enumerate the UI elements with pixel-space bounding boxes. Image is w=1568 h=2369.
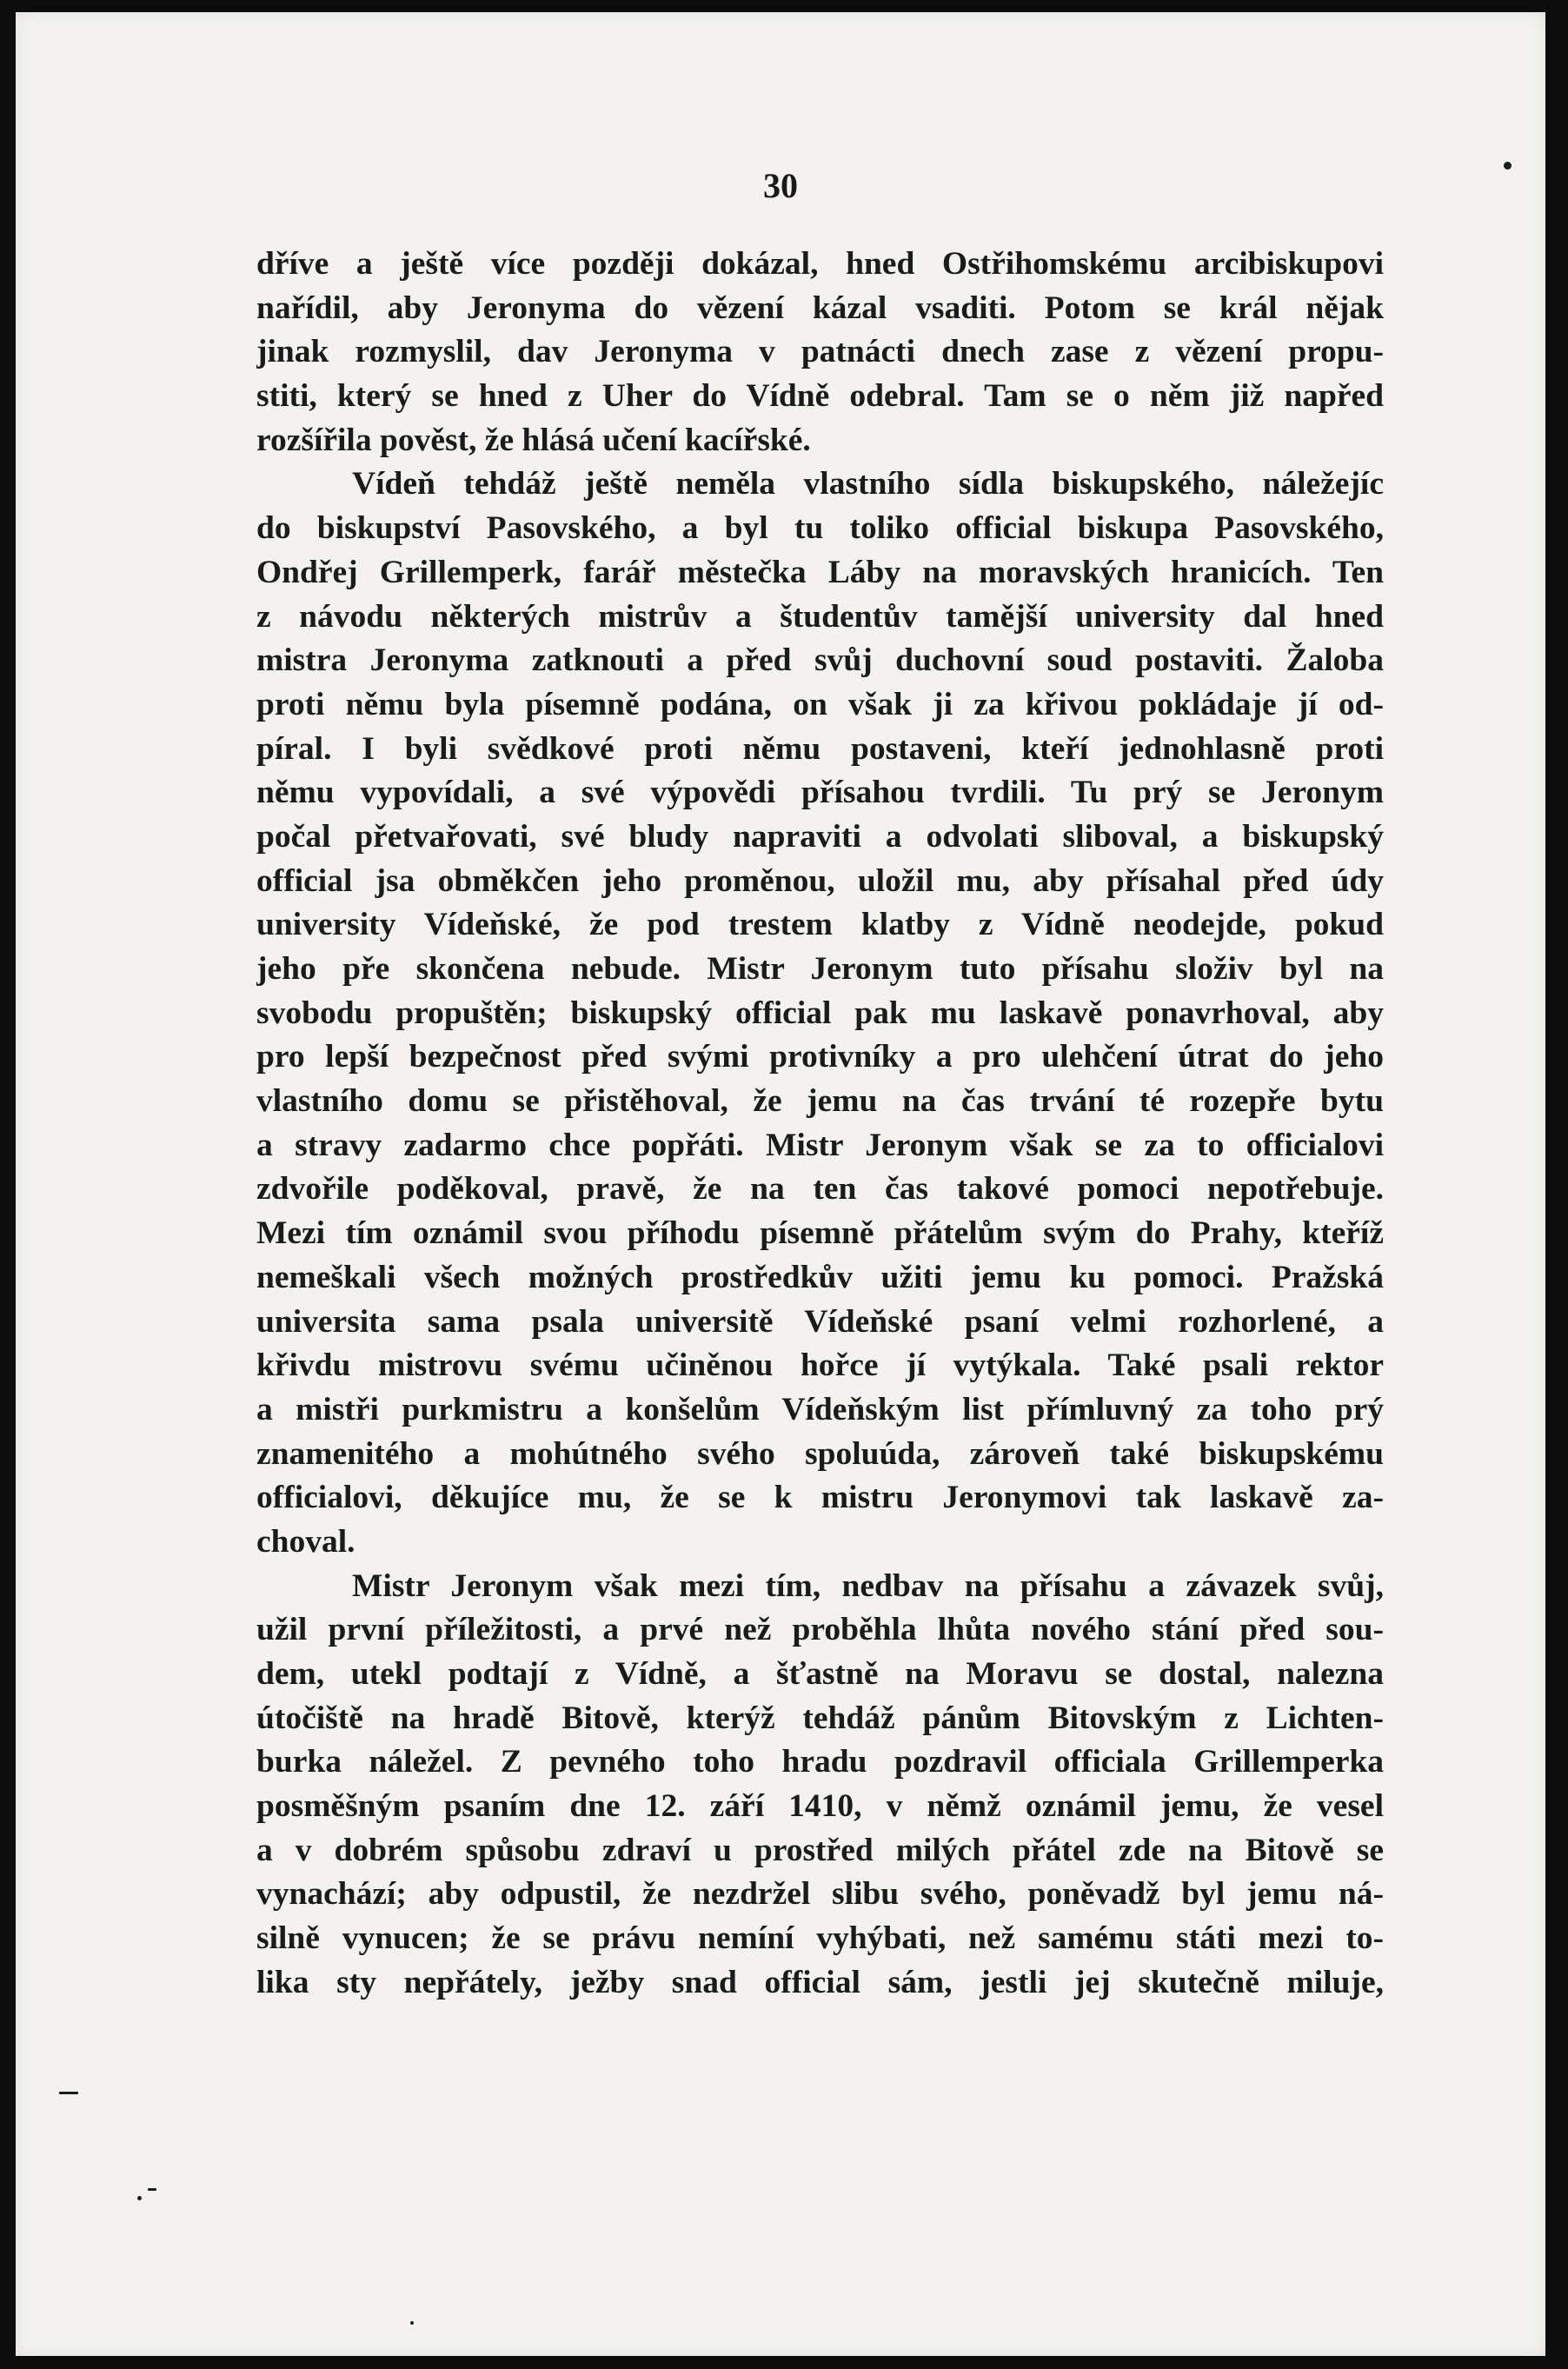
text-line: officialovi, děkujíce mu, že se k mistru Jeronymovi tak laskavě za- — [256, 1480, 1384, 1516]
scan-speck — [137, 2196, 142, 2200]
text-line: Ondřej Grillemperk, farář městečka Láby na moravských hranicích. Ten — [256, 554, 1384, 590]
text-line: svobodu propuštěn; biskupský official pak mu laskavě ponavrhoval, aby — [256, 995, 1384, 1031]
text-line: pro lepší bezpečnost před svými protivníky a pro ulehčení útrat do jeho — [256, 1039, 1384, 1075]
text-line: dříve a ještě více později dokázal, hned Ostřihomskému arcibiskupovi — [256, 246, 1384, 282]
text-line: Mezi tím oznámil svou příhodu písemně přátelům svým do Prahy, kteříž — [256, 1215, 1384, 1252]
text-line: universita sama psala universitě Vídeňské psaní velmi rozhorlené, a — [256, 1303, 1384, 1340]
scan-speck — [1504, 162, 1512, 170]
scan-speck — [410, 2321, 414, 2325]
text-line: dem, utekl podtají z Vídně, a šťastně na Moravu se dostal, nalezna — [256, 1656, 1384, 1692]
text-line: a stravy zadarmo chce popřáti. Mistr Jeronym však se za to officialovi — [256, 1127, 1384, 1163]
text-line: vlastního domu se přistěhoval, že jemu na čas trvání té rozepře bytu — [256, 1083, 1384, 1120]
text-line: a mistři purkmistru a konšelům Vídeňským list přímluvný za toho prý — [256, 1391, 1384, 1427]
text-line: užil první příležitosti, a prvé než proběhla lhůta nového stání před sou- — [256, 1612, 1384, 1648]
text-line: jinak rozmyslil, dav Jeronyma v patnácti dnech zase z vězení propu- — [256, 334, 1384, 370]
text-line: rozšířila pověst, že hlásá učení kacířské. — [256, 422, 811, 458]
text-line: mistra Jeronyma zatknouti a před svůj duchovní soud postaviti. Žaloba — [256, 642, 1384, 679]
text-line: silně vynucen; že se právu nemíní vyhýbati, než samému státi mezi to- — [256, 1920, 1384, 1957]
text-line: nemeškali všech možných prostředkův užiti jemu ku pomoci. Pražská — [256, 1259, 1384, 1295]
text-line: jeho pře skončena nebude. Mistr Jeronym tuto přísahu složiv byl na — [256, 951, 1384, 987]
text-line: píral. I byli svědkové proti němu postaveni, kteří jednohlasně proti — [256, 730, 1384, 767]
text-line: lika sty nepřátely, ježby snad official sám, jestli jej skutečně miluje, — [256, 1964, 1384, 2000]
text-line: posměšným psaním dne 12. září 1410, v němž oznámil jemu, že vesel — [256, 1788, 1384, 1825]
text-line: němu vypovídali, a své výpovědi přísahou tvrdili. Tu prý se Jeronym — [256, 775, 1384, 811]
text-line: znamenitého a mohútného svého spoluúda, zároveň také biskupskému — [256, 1435, 1384, 1472]
text-line: stiti, který se hned z Uher do Vídně odebral. Tam se o něm již napřed — [256, 378, 1384, 415]
text-line: z návodu některých mistrův a študentův tamější university dal hned — [256, 598, 1384, 635]
text-line: počal přetvařovati, své bludy napraviti a odvolati sliboval, a biskupský — [256, 818, 1384, 855]
text-line: zdvořile poděkoval, pravě, že na ten čas takové pomoci nepotřebuje. — [256, 1171, 1384, 1208]
text-line: proti němu byla písemně podána, on však ji za křivou pokládaje jí od- — [256, 686, 1384, 722]
text-line: university Vídeňské, že pod trestem klatby z Vídně neodejde, pokud — [256, 907, 1384, 943]
text-line: nařídil, aby Jeronyma do vězení kázal vsaditi. Potom se král nějak — [256, 289, 1384, 326]
scan-speck — [59, 2092, 78, 2094]
body-text — [256, 243, 1384, 2006]
text-line: official jsa obměkčen jeho proměnou, uložil mu, aby přísahal před údy — [256, 862, 1384, 899]
text-line: křivdu mistrovu svému učiněnou hořce jí vytýkala. Také psali rektor — [256, 1348, 1384, 1384]
book-page — [16, 12, 1545, 2356]
text-line: Vídeň tehdáž ještě neměla vlastního sídla biskupského, náležejíc — [352, 466, 1384, 502]
text-line: útočiště na hradě Bitově, kterýž tehdáž pánům Bitovským z Lichten- — [256, 1700, 1384, 1736]
text-line: vynachází; aby odpustil, že nezdržel slibu svého, poněvadž byl jemu ná- — [256, 1876, 1384, 1913]
text-line: burka náležel. Z pevného toho hradu pozdravil officiala Grillemperka — [256, 1744, 1384, 1780]
text-line: Mistr Jeronym však mezi tím, nedbav na přísahu a závazek svůj, — [352, 1567, 1384, 1604]
scan-speck — [148, 2188, 156, 2191]
text-line: choval. — [256, 1523, 355, 1560]
page-number: 30 — [763, 166, 798, 205]
text-line: do biskupství Pasovského, a byl tu toliko official biskupa Pasovského, — [256, 510, 1384, 547]
text-line: a v dobrém spůsobu zdraví u prostřed milých přátel zde na Bitově se — [256, 1832, 1384, 1868]
